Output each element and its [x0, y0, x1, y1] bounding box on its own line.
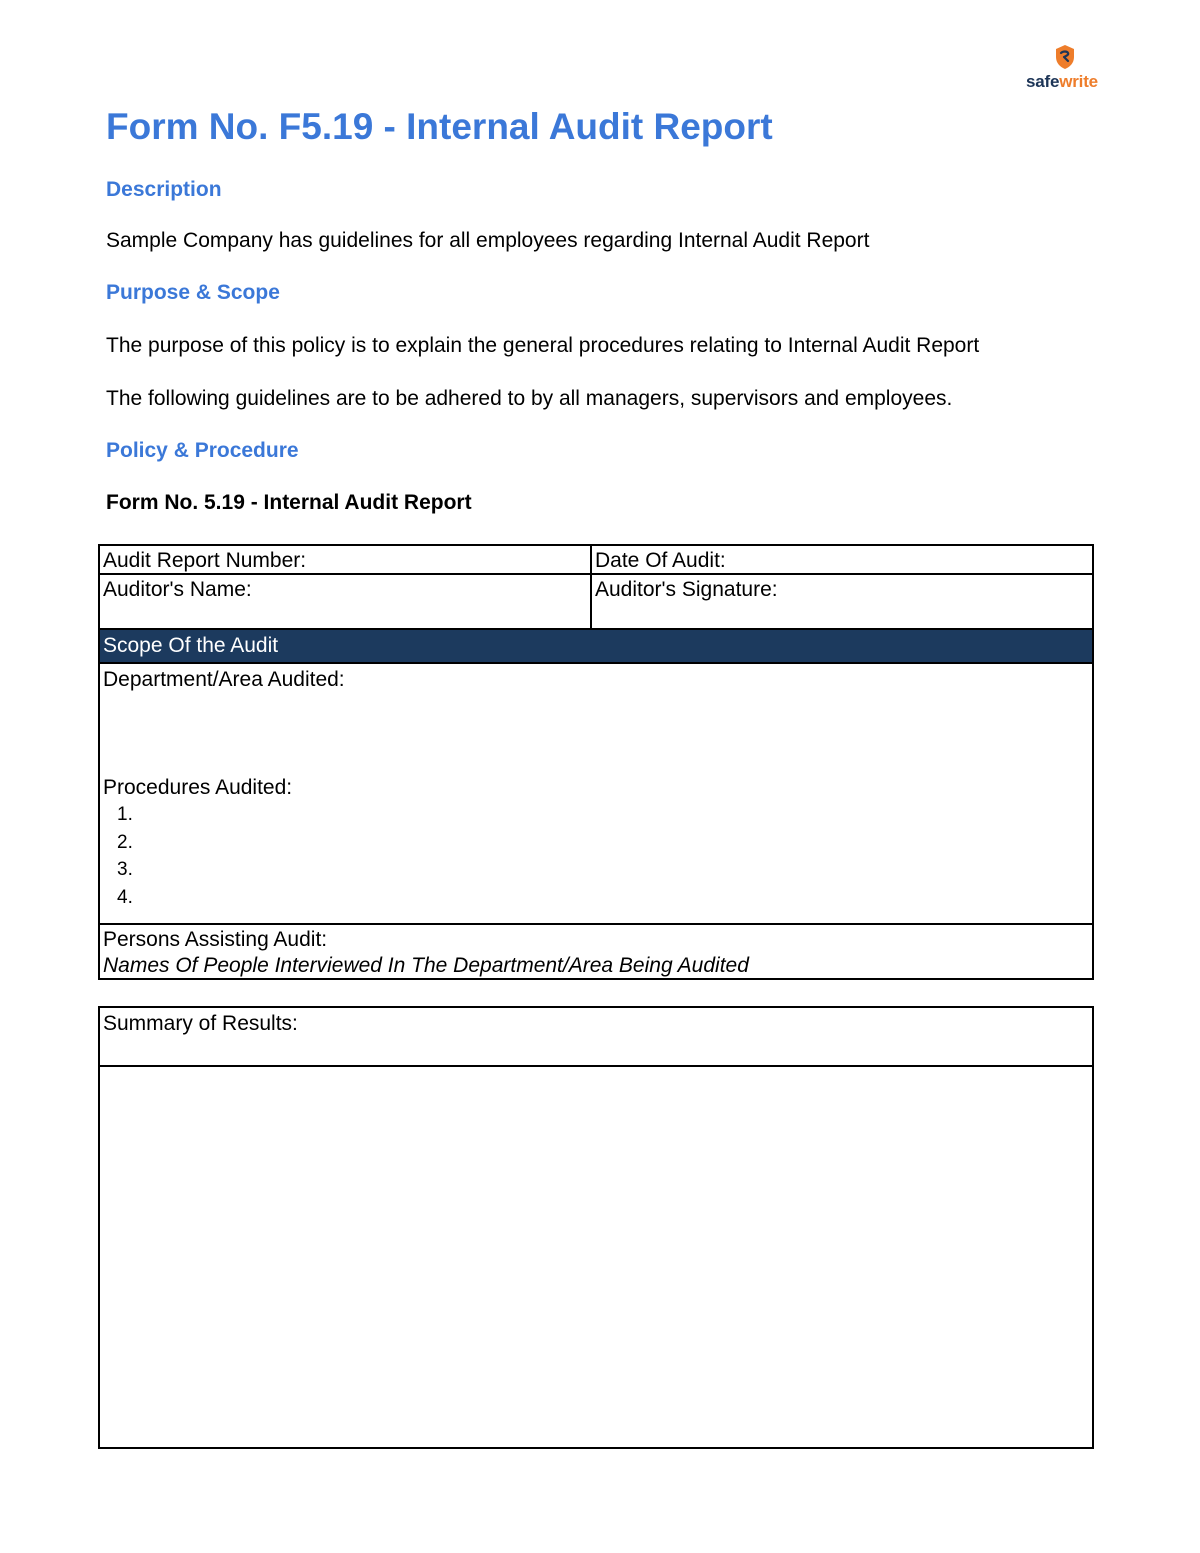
form-title: Form No. 5.19 - Internal Audit Report — [106, 491, 472, 514]
procedure-item: 4. — [117, 886, 133, 908]
audit-report-number-field[interactable] — [98, 544, 592, 575]
date-of-audit-field[interactable] — [590, 544, 1094, 575]
persons-hint: Names Of People Interviewed In The Department/Area Being Audited — [103, 954, 749, 977]
description-text: Sample Company has guidelines for all employees regarding Internal Audit Report — [106, 229, 870, 252]
auditors-name-field[interactable] — [98, 573, 592, 630]
scope-section-header — [98, 628, 1094, 664]
procedure-item: 1. — [117, 804, 133, 825]
procedure-list — [103, 801, 1089, 911]
department-procedures-field[interactable] — [98, 662, 1094, 925]
auditors-signature-label: Auditor's Signature: — [595, 578, 778, 601]
auditors-signature-field[interactable] — [590, 573, 1094, 630]
brand-part-write: write — [1059, 72, 1098, 91]
procedures-label: Procedures Audited: — [103, 776, 293, 799]
summary-label: Summary of Results: — [103, 1012, 298, 1035]
summary-header — [98, 1006, 1094, 1067]
page-title: Form No. F5.19 - Internal Audit Report — [106, 106, 773, 147]
purpose-text-2: The following guidelines are to be adhered to by all managers, supervisors and employees. — [106, 387, 953, 410]
description-heading: Description — [106, 178, 222, 201]
scope-band-label: Scope Of the Audit — [103, 634, 279, 657]
audit-report-number-label: Audit Report Number: — [103, 549, 307, 572]
persons-label: Persons Assisting Audit: — [103, 928, 328, 951]
auditors-name-label: Auditor's Name: — [103, 578, 252, 601]
policy-heading: Policy & Procedure — [106, 439, 299, 462]
department-label: Department/Area Audited: — [103, 668, 345, 691]
purpose-text-1: The purpose of this policy is to explain the general procedures relating to Internal Audit Report — [106, 334, 980, 357]
summary-body-field[interactable] — [98, 1065, 1094, 1449]
procedure-item: 2. — [117, 831, 133, 853]
procedure-item: 3. — [117, 859, 133, 880]
safewrite-logo — [1022, 44, 1114, 96]
safewrite-shield-icon — [1054, 44, 1076, 70]
date-of-audit-label: Date Of Audit: — [595, 549, 726, 572]
safewrite-wordmark — [1026, 72, 1098, 92]
persons-assisting-field[interactable] — [98, 923, 1094, 980]
brand-part-safe: safe — [1026, 72, 1060, 91]
purpose-heading: Purpose & Scope — [106, 281, 280, 304]
